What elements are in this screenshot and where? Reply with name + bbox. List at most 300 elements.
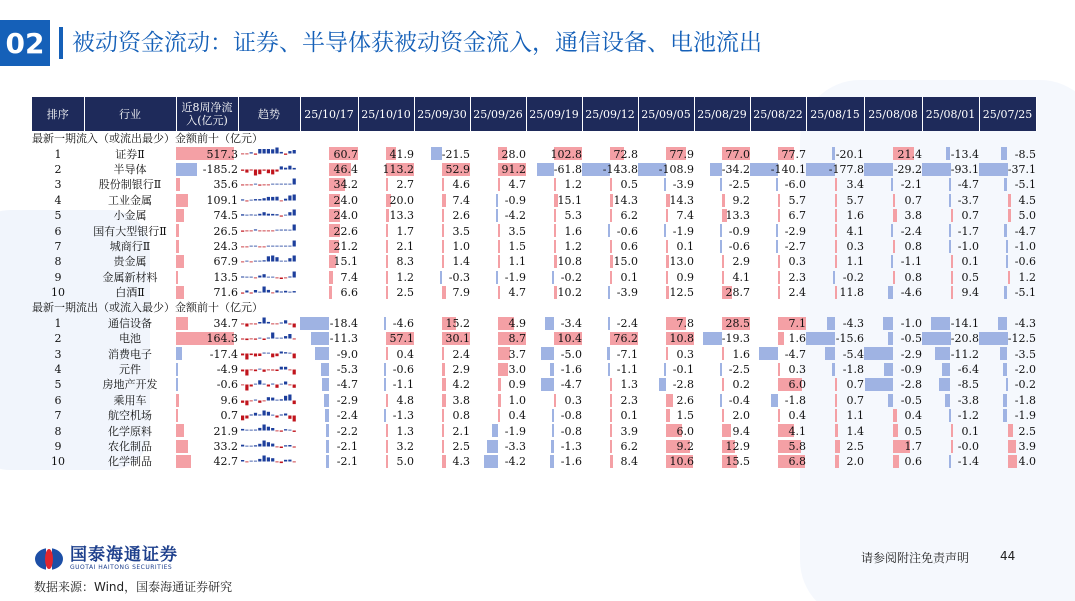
sparkline-bar	[293, 240, 296, 246]
sparkline-bar	[271, 415, 274, 416]
sparkline-bar	[275, 196, 278, 200]
weekly-flow-value: -4.3	[842, 316, 864, 330]
table-row	[32, 439, 1036, 454]
weekly-flow-bar	[951, 286, 954, 299]
weekly-flow-value: 2.4	[788, 286, 806, 300]
sparkline-bar	[275, 416, 278, 418]
sparkline-bar	[271, 397, 274, 400]
weekly-flow-cell	[694, 177, 750, 192]
table-row	[32, 285, 1036, 300]
sparkline-bar	[267, 231, 270, 232]
weekly-flow-value: 4.8	[396, 393, 414, 407]
sparkline-bar	[241, 460, 244, 462]
sparkline-bar	[288, 292, 291, 293]
weekly-flow-value: -18.4	[329, 316, 358, 330]
weekly-flow-bar	[888, 332, 893, 345]
weekly-flow-cell	[470, 377, 526, 392]
weekly-flow-value: -0.5	[900, 332, 922, 346]
sparkline-bar	[280, 166, 283, 169]
weekly-flow-value: 4.6	[452, 178, 470, 192]
weekly-flow-cell	[694, 454, 750, 469]
weekly-flow-bar	[893, 209, 897, 222]
sparkline-bar	[280, 399, 283, 400]
weekly-flow-cell	[864, 223, 922, 238]
weekly-flow-bar	[891, 224, 893, 237]
net-inflow-bar	[176, 440, 188, 453]
weekly-flow-value: 12.5	[669, 286, 694, 300]
weekly-flow-value: -0.0	[957, 440, 979, 453]
rank-cell: 6	[54, 393, 62, 407]
table-row	[32, 239, 1036, 254]
sparkline-bar	[267, 256, 270, 261]
weekly-flow-cell	[300, 316, 358, 331]
sparkline-bar	[267, 290, 270, 293]
net-inflow-bar	[176, 163, 197, 176]
sparkline-bar	[245, 154, 248, 155]
weekly-flow-cell	[922, 239, 979, 254]
weekly-flow-value: -1.6	[560, 455, 582, 469]
weekly-flow-cell	[979, 454, 1036, 469]
sparkline-bar	[288, 323, 291, 324]
weekly-flow-value: -2.1	[336, 440, 358, 453]
weekly-flow-cell	[526, 254, 582, 269]
weekly-flow-value: -0.2	[1014, 378, 1036, 392]
weekly-flow-value: 14.3	[613, 193, 638, 207]
weekly-flow-value: -2.5	[728, 363, 750, 377]
weekly-flow-value: 0.9	[676, 270, 694, 284]
sparkline-bar	[258, 322, 261, 324]
sparkline-bar	[263, 456, 266, 462]
industry-cell: 航空机场	[108, 409, 152, 423]
weekly-flow-cell	[582, 285, 638, 300]
weekly-flow-value: 2.5	[1018, 424, 1036, 438]
weekly-flow-cell	[750, 362, 806, 377]
weekly-flow-value: -5.1	[1014, 286, 1036, 300]
weekly-flow-cell	[638, 177, 694, 192]
weekly-flow-bar	[833, 271, 835, 284]
sparkline-bar	[241, 185, 244, 186]
net-inflow-bar	[176, 271, 178, 284]
sparkline-bar	[288, 460, 291, 462]
weekly-flow-value: 5.3	[564, 209, 582, 223]
weekly-flow-cell	[806, 254, 864, 269]
weekly-flow-bar	[835, 194, 837, 207]
sparkline-bar	[258, 275, 261, 277]
industry-cell: 农化制品	[108, 440, 152, 453]
weekly-flow-cell	[864, 439, 922, 454]
weekly-flow-bar	[664, 224, 666, 237]
weekly-flow-value: 6.7	[788, 209, 806, 223]
weekly-flow-value: 2.1	[396, 239, 414, 253]
sparkline-bar	[271, 384, 274, 385]
weekly-flow-cell	[526, 331, 582, 346]
weekly-flow-cell	[358, 408, 414, 423]
industry-cell: 电池	[119, 332, 141, 346]
weekly-flow-cell	[638, 362, 694, 377]
weekly-flow-value: 3.4	[846, 178, 864, 192]
net-inflow-value: 517.3	[206, 147, 238, 161]
industry-cell: 工业金属	[108, 193, 152, 207]
weekly-flow-cell	[582, 162, 638, 177]
weekly-flow-cell	[750, 285, 806, 300]
weekly-flow-bar	[496, 271, 498, 284]
weekly-flow-bar	[610, 440, 612, 453]
weekly-flow-value: 0.8	[904, 270, 922, 284]
weekly-flow-value: -4.7	[336, 378, 358, 392]
weekly-flow-cell	[582, 393, 638, 408]
page-number: 44	[1000, 549, 1016, 563]
weekly-flow-value: 13.3	[725, 209, 750, 223]
weekly-flow-value: 2.5	[396, 286, 414, 300]
weekly-flow-value: -1.8	[784, 393, 806, 407]
net-inflow-bar	[176, 209, 184, 222]
sparkline-bar	[275, 338, 278, 339]
weekly-flow-value: -2.4	[900, 224, 922, 238]
weekly-flow-cell	[526, 377, 582, 392]
weekly-flow-cell	[638, 146, 694, 161]
sparkline-bar	[263, 149, 266, 154]
weekly-flow-bar	[608, 286, 610, 299]
weekly-flow-value: 3.8	[452, 393, 470, 407]
sparkline-bar	[280, 152, 283, 154]
sparkline-bar	[250, 245, 253, 246]
sparkline-bar	[250, 199, 253, 200]
weekly-flow-bar	[610, 271, 612, 284]
weekly-flow-value: -6.4	[957, 363, 979, 377]
weekly-flow-value: 57.1	[389, 332, 414, 346]
weekly-flow-value: 7.4	[452, 193, 470, 207]
industry-cell: 小金属	[113, 209, 147, 223]
sparkline-bar	[250, 276, 253, 277]
weekly-flow-bar	[951, 440, 953, 453]
weekly-flow-bar	[386, 394, 388, 407]
trend-sparkline	[241, 194, 297, 207]
weekly-flow-value: 13.3	[389, 209, 414, 223]
weekly-flow-value: 1.7	[904, 440, 922, 453]
sparkline-bar	[267, 276, 270, 277]
weekly-flow-cell	[806, 177, 864, 192]
weekly-flow-value: 0.6	[904, 455, 922, 469]
weekly-flow-cell	[922, 162, 979, 177]
weekly-flow-bar	[484, 455, 498, 468]
weekly-flow-bar	[888, 286, 893, 299]
weekly-flow-value: 1.2	[396, 270, 414, 284]
weekly-flow-value: -2.7	[784, 239, 806, 253]
weekly-flow-value: 0.2	[732, 378, 750, 392]
sparkline-bar	[258, 354, 261, 357]
weekly-flow-bar	[722, 378, 724, 391]
weekly-flow-bar	[386, 240, 388, 253]
weekly-flow-value: 77.0	[725, 147, 750, 161]
weekly-flow-cell	[864, 331, 922, 346]
sparkline-bar	[250, 385, 253, 387]
weekly-flow-cell	[806, 423, 864, 438]
weekly-flow-bar	[883, 317, 893, 330]
weekly-flow-value: -3.5	[1014, 347, 1036, 361]
weekly-flow-bar	[942, 363, 951, 376]
sparkline-bar	[288, 334, 291, 339]
weekly-flow-bar	[1003, 394, 1007, 407]
sparkline-bar	[288, 276, 291, 277]
weekly-flow-value: -21.5	[441, 147, 470, 161]
sparkline-bar	[288, 195, 291, 200]
weekly-flow-bar	[722, 409, 724, 422]
sparkline-bar	[293, 354, 296, 359]
weekly-flow-bar	[835, 209, 837, 222]
weekly-flow-cell	[694, 146, 750, 161]
weekly-flow-cell	[358, 239, 414, 254]
weekly-flow-bar	[550, 455, 554, 468]
sparkline-bar	[275, 431, 278, 432]
net-inflow-cell	[176, 193, 238, 208]
weekly-flow-bar	[1004, 286, 1008, 299]
weekly-flow-value: -7.1	[616, 347, 638, 361]
weekly-flow-cell	[358, 377, 414, 392]
sparkline-bar	[254, 354, 257, 357]
sparkline-bar	[241, 445, 244, 447]
sparkline-bar	[280, 245, 283, 246]
weekly-flow-value: 3.9	[620, 424, 638, 438]
sparkline-bar	[271, 292, 274, 293]
rank-cell: 4	[54, 363, 62, 377]
sparkline-bar	[271, 214, 274, 216]
sparkline-bar	[254, 230, 257, 231]
weekly-flow-cell	[750, 346, 806, 361]
trend-sparkline	[241, 409, 297, 422]
net-inflow-cell	[176, 423, 238, 438]
net-inflow-cell	[176, 270, 238, 285]
weekly-flow-value: 1.1	[846, 255, 864, 269]
weekly-flow-cell	[638, 408, 694, 423]
weekly-flow-cell	[470, 423, 526, 438]
trend-cell	[238, 239, 300, 254]
sparkline-bar	[254, 445, 257, 446]
rank-cell: 1	[54, 316, 62, 330]
sparkline-bar	[250, 461, 253, 462]
weekly-flow-value: 10.4	[557, 332, 582, 346]
weekly-flow-bar	[326, 455, 329, 468]
sparkline-bar	[263, 246, 266, 247]
title-accent-bar	[59, 27, 63, 59]
weekly-flow-cell	[526, 223, 582, 238]
weekly-flow-bar	[722, 271, 724, 284]
weekly-flow-value: 28.0	[501, 147, 526, 161]
weekly-flow-value: 41.9	[389, 147, 414, 161]
rank-cell: 2	[54, 332, 62, 346]
weekly-flow-value: -2.5	[728, 178, 750, 192]
weekly-flow-bar	[666, 347, 668, 360]
weekly-flow-cell	[979, 223, 1036, 238]
weekly-flow-value: -140.1	[770, 162, 806, 176]
weekly-flow-value: 20.0	[389, 193, 414, 207]
sparkline-bar	[258, 428, 261, 431]
sparkline-bar	[267, 427, 270, 431]
header-net-inflow: 近8周净流 入(亿元)	[176, 97, 238, 131]
weekly-flow-cell	[414, 346, 470, 361]
weekly-flow-bar	[893, 240, 895, 253]
weekly-flow-bar	[384, 363, 386, 376]
weekly-flow-cell	[358, 423, 414, 438]
weekly-flow-cell	[470, 331, 526, 346]
sparkline-bar	[263, 169, 266, 170]
sparkline-bar	[280, 384, 283, 385]
weekly-flow-bar	[552, 271, 554, 284]
weekly-flow-cell	[806, 346, 864, 361]
weekly-flow-bar	[776, 224, 778, 237]
weekly-flow-bar	[386, 455, 388, 468]
weekly-flow-value: 1.7	[396, 224, 414, 238]
weekly-flow-cell	[582, 177, 638, 192]
header-date: 25/08/29	[694, 97, 750, 131]
sparkline-bar	[271, 245, 274, 246]
weekly-flow-value: 0.7	[961, 209, 979, 223]
weekly-flow-value: -4.7	[560, 378, 582, 392]
sparkline-bar	[241, 400, 244, 402]
trend-sparkline	[241, 317, 297, 330]
trend-sparkline	[241, 424, 297, 437]
weekly-flow-cell	[979, 146, 1036, 161]
weekly-flow-bar	[386, 286, 388, 299]
weekly-flow-value: -5.4	[842, 347, 864, 361]
sparkline-bar	[254, 215, 257, 216]
weekly-flow-cell	[414, 285, 470, 300]
table-row	[32, 362, 1036, 377]
table-header-row	[32, 97, 1036, 131]
trend-sparkline	[241, 347, 297, 360]
weekly-flow-bar	[442, 347, 444, 360]
weekly-flow-cell	[979, 239, 1036, 254]
net-inflow-bar	[176, 194, 188, 207]
sparkline-bar	[258, 246, 261, 247]
weekly-flow-cell	[694, 285, 750, 300]
weekly-flow-bar	[835, 455, 839, 468]
net-inflow-cell	[176, 146, 238, 161]
weekly-flow-bar	[778, 255, 780, 268]
sparkline-bar	[271, 184, 274, 185]
weekly-flow-value: 3.2	[396, 440, 414, 453]
weekly-flow-bar	[324, 394, 329, 407]
weekly-flow-cell	[806, 331, 864, 346]
weekly-flow-cell	[638, 331, 694, 346]
sparkline-bar	[254, 169, 257, 175]
weekly-flow-cell	[638, 439, 694, 454]
sparkline-bar	[245, 323, 248, 326]
weekly-flow-value: -2.4	[336, 409, 358, 423]
weekly-flow-value: -2.9	[784, 224, 806, 238]
weekly-flow-bar	[550, 363, 554, 376]
weekly-flow-cell	[300, 423, 358, 438]
section-header-row	[32, 131, 1036, 146]
weekly-flow-value: 91.2	[501, 162, 526, 176]
weekly-flow-value: 2.5	[846, 440, 864, 453]
weekly-flow-bar	[1003, 409, 1007, 422]
trend-cell	[238, 331, 300, 346]
weekly-flow-value: 2.4	[452, 347, 470, 361]
net-inflow-value: 0.7	[220, 409, 238, 423]
weekly-flow-bar	[1008, 209, 1012, 222]
sparkline-bar	[254, 369, 257, 371]
weekly-flow-value: 52.9	[445, 162, 470, 176]
weekly-flow-value: -0.8	[560, 409, 582, 423]
weekly-flow-cell	[470, 239, 526, 254]
weekly-flow-bar	[703, 332, 722, 345]
sparkline-bar	[258, 415, 261, 416]
weekly-flow-cell	[806, 208, 864, 223]
weekly-flow-cell	[414, 454, 470, 469]
weekly-flow-bar	[951, 424, 953, 437]
weekly-flow-value: -1.0	[900, 316, 922, 330]
weekly-flow-value: -3.8	[957, 393, 979, 407]
weekly-flow-bar	[835, 224, 837, 237]
weekly-flow-cell	[694, 254, 750, 269]
logo-icon	[34, 547, 64, 571]
weekly-flow-value: 0.1	[620, 270, 638, 284]
weekly-flow-cell	[414, 362, 470, 377]
weekly-flow-value: 3.0	[508, 363, 526, 377]
weekly-flow-bar	[835, 394, 837, 407]
sparkline-bar	[263, 411, 266, 416]
weekly-flow-value: 3.9	[1018, 440, 1036, 453]
weekly-flow-bar	[610, 255, 613, 268]
weekly-flow-bar	[608, 363, 610, 376]
weekly-flow-bar	[722, 347, 724, 360]
table-row	[32, 177, 1036, 192]
sparkline-bar	[254, 461, 257, 462]
weekly-flow-cell	[414, 408, 470, 423]
sparkline-bar	[284, 414, 287, 416]
trend-sparkline	[241, 147, 297, 160]
weekly-flow-cell	[806, 162, 864, 177]
sparkline-bar	[241, 429, 244, 431]
weekly-flow-bar	[498, 363, 508, 376]
weekly-flow-bar	[607, 347, 610, 360]
table-row	[32, 208, 1036, 223]
sparkline-bar	[263, 286, 266, 292]
sparkline-bar	[267, 458, 270, 462]
sparkline-bar	[267, 214, 270, 216]
industry-cell: 乘用车	[113, 393, 147, 407]
weekly-flow-bar	[666, 255, 669, 268]
weekly-flow-bar	[778, 194, 780, 207]
weekly-flow-cell	[358, 454, 414, 469]
weekly-flow-cell	[638, 239, 694, 254]
weekly-flow-cell	[300, 362, 358, 377]
weekly-flow-bar	[827, 317, 835, 330]
weekly-flow-cell	[582, 346, 638, 361]
weekly-flow-value: -11.2	[950, 347, 979, 361]
table-row	[32, 454, 1036, 469]
sparkline-bar	[250, 169, 253, 170]
trend-sparkline	[241, 240, 297, 253]
trend-cell	[238, 162, 300, 177]
table-row	[32, 408, 1036, 423]
weekly-flow-value: 4.1	[788, 424, 806, 438]
weekly-flow-value: -2.8	[900, 378, 922, 392]
sparkline-bar	[293, 225, 296, 231]
weekly-flow-cell	[979, 346, 1036, 361]
sparkline-bar	[258, 381, 261, 385]
weekly-flow-cell	[694, 362, 750, 377]
sparkline-bar	[293, 369, 296, 374]
sparkline-bar	[275, 184, 278, 185]
weekly-flow-value: -1.6	[560, 363, 582, 377]
weekly-flow-value: 24.0	[333, 209, 358, 223]
weekly-flow-bar	[893, 455, 899, 468]
weekly-flow-cell	[979, 393, 1036, 408]
weekly-flow-cell	[922, 377, 979, 392]
weekly-flow-cell	[300, 254, 358, 269]
weekly-flow-cell	[526, 177, 582, 192]
